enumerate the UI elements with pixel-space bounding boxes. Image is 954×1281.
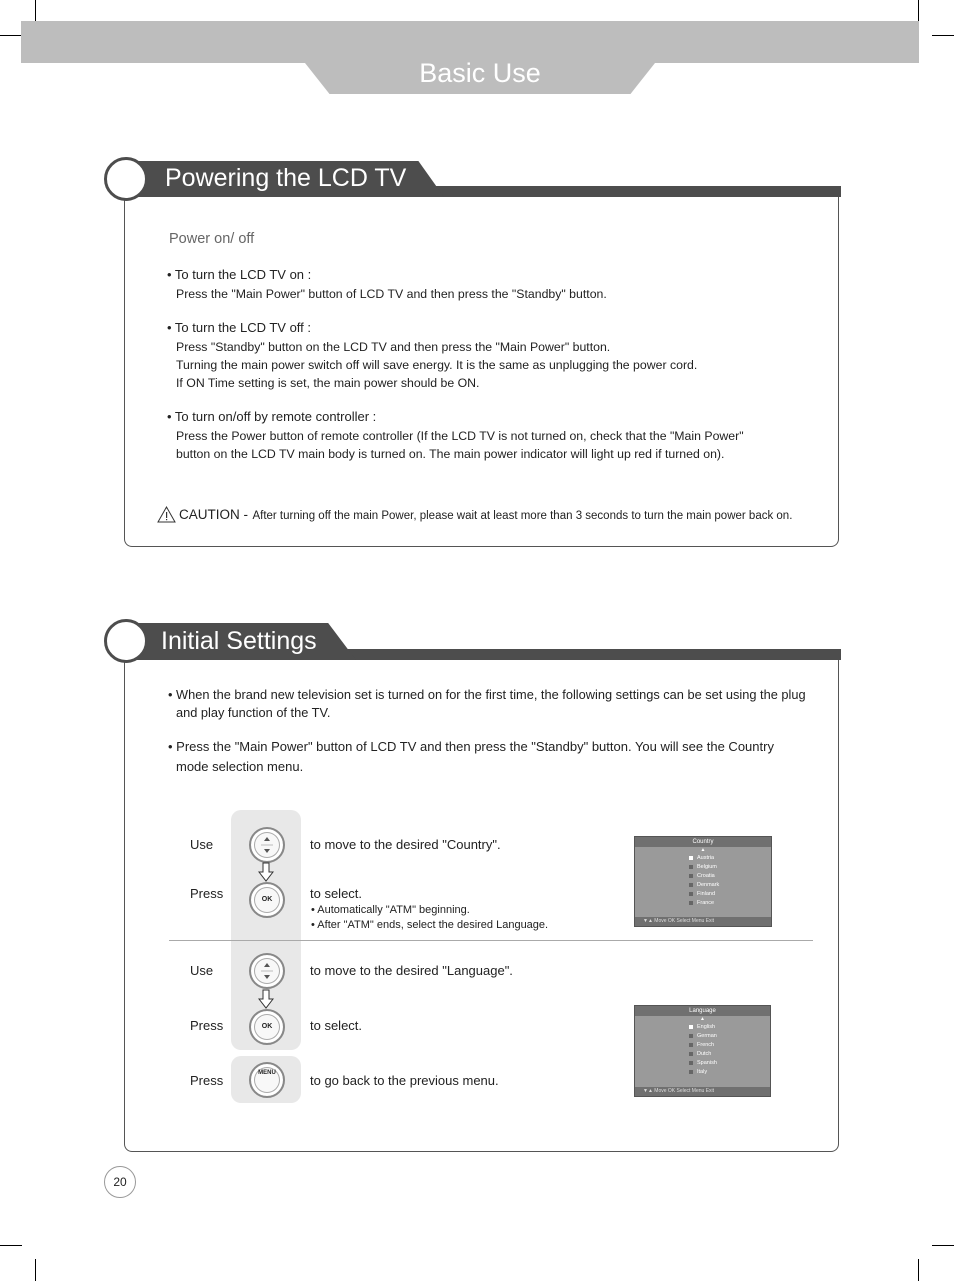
language-menu-footer: ▼▲ Move OK Select Menu Exit <box>635 1087 770 1096</box>
section-power-circle <box>104 157 148 201</box>
menu-item: Belgium <box>689 863 771 872</box>
menu-button-label: MENU <box>258 1070 276 1076</box>
language-menu-title: Language <box>635 1006 770 1016</box>
menu-item: Croatia <box>689 872 771 881</box>
menu-item: German <box>689 1032 770 1041</box>
bullet-off-line: Turning the main power switch off will save energy. It is the same as unplugging the power cord. <box>176 358 698 372</box>
down-arrow-icon <box>258 989 274 1009</box>
step-use-label: Use <box>190 837 214 852</box>
section-initial-circle <box>104 619 148 663</box>
menu-up-icon: ▲ <box>700 1016 705 1022</box>
caution-label: CAUTION - <box>179 507 248 522</box>
step-press-label: Press <box>190 1073 224 1088</box>
page-number-circle <box>104 1166 136 1198</box>
menu-up-icon: ▲ <box>700 847 706 853</box>
bullet-on-heading: • To turn the LCD TV on : <box>167 267 312 282</box>
menu-button <box>249 1062 285 1098</box>
menu-item: Denmark <box>689 881 771 890</box>
up-down-button <box>249 827 285 863</box>
section-initial-title: Initial Settings <box>161 627 317 655</box>
section-initial-rule <box>330 649 841 660</box>
menu-item: Dutch <box>689 1050 770 1059</box>
step-use-label: Use <box>190 963 214 978</box>
warning-icon <box>157 506 176 523</box>
header-bar <box>21 21 919 63</box>
country-menu-title: Country <box>635 837 771 847</box>
country-menu-screen <box>634 836 772 927</box>
menu-item: French <box>689 1041 770 1050</box>
up-down-arrows-icon <box>251 955 283 987</box>
intro-line: • Press the "Main Power" button of LCD TV and then press the "Standby" button. You will see the Country <box>168 739 774 754</box>
step-press-label: Press <box>190 886 224 901</box>
step-press-text: to select. <box>310 886 363 901</box>
ok-button: OK <box>249 882 285 918</box>
menu-item: Finland <box>689 890 771 899</box>
caution-row <box>179 506 792 524</box>
step-use-text: to move to the desired "Language". <box>310 963 513 978</box>
bullet-remote-line: Press the Power button of remote controller (If the LCD TV is not turned on, check that the "Main Power" <box>176 429 744 443</box>
bullet-off-line: If ON Time setting is set, the main power should be ON. <box>176 376 480 390</box>
step-press-text: to go back to the previous menu. <box>310 1073 499 1088</box>
bullet-off-heading: • To turn the LCD TV off : <box>167 320 312 335</box>
step-press-text: to select. <box>310 1018 363 1033</box>
caution-text: After turning off the main Power, please wait at least more than 3 seconds to turn the main power back on. <box>252 510 793 522</box>
intro-line: • When the brand new television set is turned on for the first time, the following settings can be set using the plug <box>168 687 806 702</box>
menu-item: Italy <box>689 1068 770 1077</box>
country-menu-footer: ▼▲ Move OK Select Menu Exit <box>635 917 771 926</box>
bullet-on-line: Press the "Main Power" button of LCD TV and then press the "Standby" button. <box>176 287 607 301</box>
menu-item: Austria <box>689 854 771 863</box>
menu-item: English <box>689 1023 770 1032</box>
language-menu-screen <box>634 1005 771 1097</box>
bullet-remote-line: button on the LCD TV main body is turned on. The main power indicator will light up red if turned on). <box>176 447 725 461</box>
step-note: • Automatically "ATM" beginning. <box>311 904 470 916</box>
up-down-button <box>249 953 285 989</box>
intro-line: and play function of the TV. <box>176 705 331 720</box>
menu-item: Spanish <box>689 1059 770 1068</box>
section-power-rule <box>420 186 841 197</box>
bullet-remote-heading: • To turn on/off by remote controller : <box>167 409 377 424</box>
step-press-label: Press <box>190 1018 224 1033</box>
bullet-off-line: Press "Standby" button on the LCD TV and then press the "Main Power" button. <box>176 340 611 354</box>
ok-button: OK <box>249 1009 285 1045</box>
section-power-title: Powering the LCD TV <box>165 164 407 192</box>
down-arrow-icon <box>258 862 274 882</box>
up-down-arrows-icon <box>251 829 283 861</box>
step-note: • After "ATM" ends, select the desired Language. <box>311 919 549 931</box>
divider <box>169 940 813 941</box>
menu-item: France <box>689 899 771 908</box>
page-title: Basic Use <box>419 58 541 88</box>
page-number: 20 <box>113 1175 127 1189</box>
power-subtitle: Power on/ off <box>169 231 255 247</box>
step-use-text: to move to the desired "Country". <box>310 837 501 852</box>
intro-line: mode selection menu. <box>176 759 304 774</box>
